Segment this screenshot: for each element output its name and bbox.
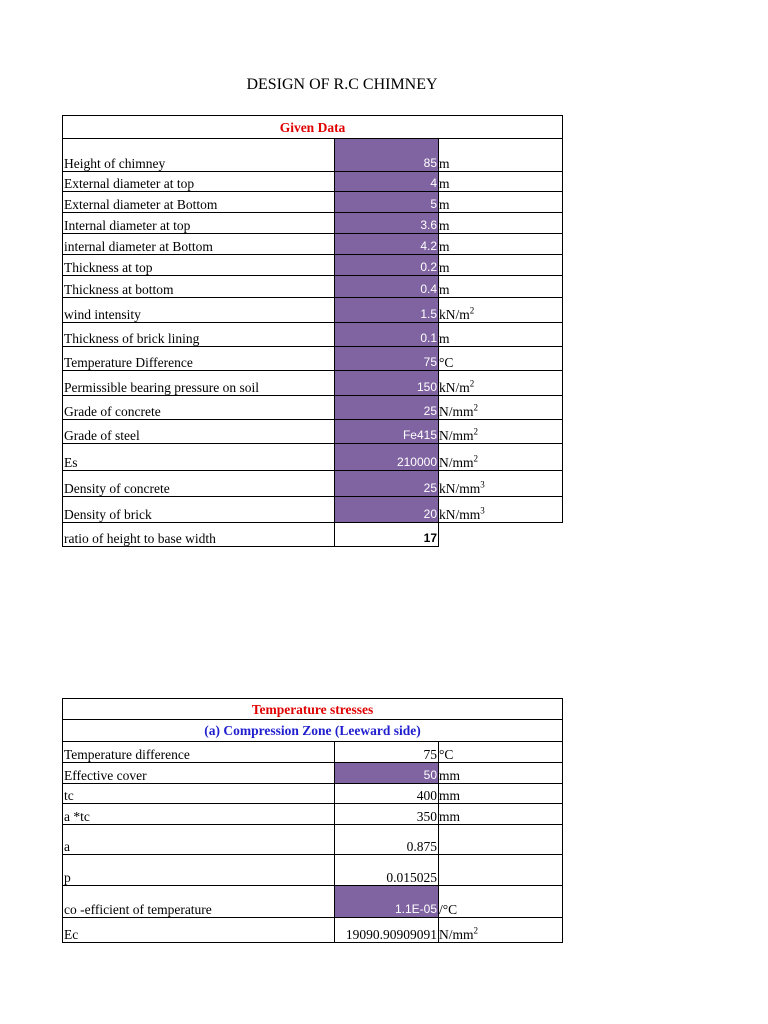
given-row-value[interactable]: 4.2 <box>335 234 439 255</box>
given-row-value[interactable]: 5 <box>335 192 439 213</box>
temp-row-label: Temperature difference <box>63 742 335 763</box>
unit-text: kN/m <box>439 307 470 322</box>
given-row <box>63 213 563 234</box>
temp-row-value: 400 <box>335 784 439 804</box>
page-title: DESIGN OF R.C CHIMNEY <box>246 76 438 93</box>
temp-row <box>63 918 563 943</box>
given-row-value[interactable]: 85 <box>335 139 439 172</box>
unit-text: m <box>439 239 450 254</box>
given-row <box>63 172 563 192</box>
unit-text: mm <box>439 768 461 783</box>
given-row-unit <box>439 523 563 547</box>
given-row-label: ratio of height to base width <box>63 523 335 547</box>
given-row-label: Internal diameter at top <box>63 213 335 234</box>
given-row <box>63 139 563 172</box>
unit-text: /°C <box>439 902 458 917</box>
temp-row-unit <box>439 742 563 763</box>
given-row-unit <box>439 192 563 213</box>
temp-row-unit <box>439 855 563 886</box>
given-row-unit <box>439 276 563 298</box>
unit-text: m <box>439 260 450 275</box>
unit-text: °C <box>439 747 454 762</box>
compression-zone-subheader: (a) Compression Zone (Leeward side) <box>63 720 563 742</box>
unit-text: m <box>439 176 450 191</box>
unit-exponent: 2 <box>469 378 475 389</box>
given-row-value: 17 <box>335 523 439 547</box>
unit-text: kN/mm <box>439 481 481 496</box>
temp-row <box>63 763 563 784</box>
given-row <box>63 497 563 523</box>
temp-row-value: 0.875 <box>335 825 439 855</box>
unit-text: mm <box>439 809 461 824</box>
temp-row-value[interactable]: 50 <box>335 763 439 784</box>
given-row-label: Thickness of brick lining <box>63 323 335 347</box>
given-row-value[interactable]: 150 <box>335 371 439 396</box>
unit-exponent: 2 <box>469 305 475 316</box>
given-row-unit <box>439 323 563 347</box>
given-row-label: Density of brick <box>63 497 335 523</box>
temp-row-unit <box>439 825 563 855</box>
given-row <box>63 298 563 323</box>
temp-row-unit <box>439 763 563 784</box>
temp-row-label: Effective cover <box>63 763 335 784</box>
given-row-unit <box>439 371 563 396</box>
unit-text: m <box>439 218 450 233</box>
given-row-unit <box>439 347 563 371</box>
temp-row-label: p <box>63 855 335 886</box>
given-row-label: Density of concrete <box>63 471 335 497</box>
unit-exponent: 2 <box>473 426 479 437</box>
unit-exponent: 3 <box>480 479 485 490</box>
given-row-unit <box>439 172 563 192</box>
given-row-label: Grade of concrete <box>63 396 335 420</box>
given-row-value[interactable]: 75 <box>335 347 439 371</box>
given-row <box>63 323 563 347</box>
given-row-label: internal diameter at Bottom <box>63 234 335 255</box>
unit-text: °C <box>439 355 454 370</box>
given-row-label: Height of chimney <box>63 139 335 172</box>
given-row-value[interactable]: 3.6 <box>335 213 439 234</box>
given-row <box>63 396 563 420</box>
given-row-label: Es <box>63 444 335 471</box>
unit-text: m <box>439 331 450 346</box>
given-row-value[interactable]: 20 <box>335 497 439 523</box>
temp-row-unit <box>439 784 563 804</box>
unit-text: N/mm <box>439 428 474 443</box>
given-row-unit <box>439 420 563 444</box>
given-row-label: Thickness at bottom <box>63 276 335 298</box>
unit-exponent: 3 <box>480 505 485 516</box>
given-row-value[interactable]: 25 <box>335 396 439 420</box>
given-row-unit <box>439 213 563 234</box>
given-row-label: Temperature Difference <box>63 347 335 371</box>
unit-text: N/mm <box>439 927 474 942</box>
given-row-label: Permissible bearing pressure on soil <box>63 371 335 396</box>
unit-exponent: 2 <box>473 402 479 413</box>
given-row-label: External diameter at top <box>63 172 335 192</box>
temp-row-label: a <box>63 825 335 855</box>
unit-text: kN/m <box>439 380 470 395</box>
temp-row-value: 19090.90909091 <box>335 918 439 943</box>
temp-row-value[interactable]: 1.1E-05 <box>335 886 439 918</box>
given-row-unit <box>439 139 563 172</box>
temp-row-label: co -efficient of temperature <box>63 886 335 918</box>
given-row-value[interactable]: 1.5 <box>335 298 439 323</box>
unit-text: m <box>439 156 450 171</box>
given-row-value[interactable]: 25 <box>335 471 439 497</box>
temp-row-unit <box>439 886 563 918</box>
temp-row <box>63 825 563 855</box>
given-row <box>63 347 563 371</box>
given-row-value[interactable]: 0.1 <box>335 323 439 347</box>
given-row <box>63 192 563 213</box>
given-row <box>63 234 563 255</box>
given-row-value[interactable]: 210000 <box>335 444 439 471</box>
given-row-unit <box>439 234 563 255</box>
unit-text: m <box>439 282 450 297</box>
given-row <box>63 276 563 298</box>
given-row-value[interactable]: Fe415 <box>335 420 439 444</box>
given-row-label: External diameter at Bottom <box>63 192 335 213</box>
temp-row-unit <box>439 804 563 825</box>
given-row-label: Thickness at top <box>63 255 335 276</box>
given-row-label: Grade of steel <box>63 420 335 444</box>
temperature-stresses-header: Temperature stresses <box>63 699 563 720</box>
given-row <box>63 420 563 444</box>
unit-text: N/mm <box>439 455 474 470</box>
temp-row <box>63 886 563 918</box>
given-row-unit <box>439 255 563 276</box>
given-row <box>63 371 563 396</box>
given-row-unit <box>439 497 563 523</box>
given-data-header: Given Data <box>63 116 563 139</box>
unit-text: mm <box>439 788 461 803</box>
temp-row-label: tc <box>63 784 335 804</box>
temp-row-unit <box>439 918 563 943</box>
temp-row <box>63 804 563 825</box>
temp-row-value: 75 <box>335 742 439 763</box>
given-row <box>63 255 563 276</box>
unit-exponent: 2 <box>473 925 479 936</box>
unit-text: m <box>439 197 450 212</box>
temp-row <box>63 855 563 886</box>
temp-row-value: 350 <box>335 804 439 825</box>
given-data-table <box>62 115 563 547</box>
given-row-value[interactable]: 0.2 <box>335 255 439 276</box>
temp-row <box>63 742 563 763</box>
given-row <box>63 471 563 497</box>
given-row-unit <box>439 396 563 420</box>
given-row-unit <box>439 298 563 323</box>
temp-row <box>63 784 563 804</box>
unit-text: kN/mm <box>439 507 481 522</box>
given-row-value[interactable]: 4 <box>335 172 439 192</box>
given-row-label: wind intensity <box>63 298 335 323</box>
temp-row-label: a *tc <box>63 804 335 825</box>
temp-row-label: Ec <box>63 918 335 943</box>
given-row-value[interactable]: 0.4 <box>335 276 439 298</box>
temp-row-value: 0.015025 <box>335 855 439 886</box>
unit-exponent: 2 <box>473 453 479 464</box>
given-row-unit <box>439 471 563 497</box>
temperature-stresses-table <box>62 698 563 943</box>
given-row <box>63 444 563 471</box>
unit-text: N/mm <box>439 404 474 419</box>
given-row-unit <box>439 444 563 471</box>
given-row <box>63 523 563 547</box>
